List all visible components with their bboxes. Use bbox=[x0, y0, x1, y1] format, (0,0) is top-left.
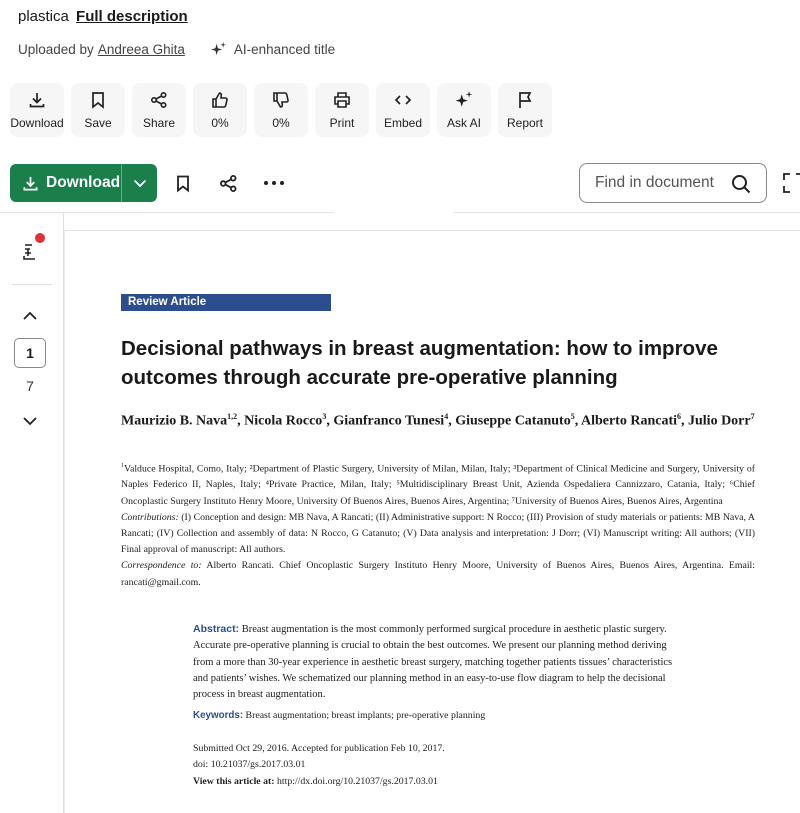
correspondence: Alberto Rancati. Chief Oncoplastic Surgery Instituto Henry Moore, University of Buenos Aires, Buenos Aires, Argentina. Email: rancati@gmail.com. bbox=[121, 560, 755, 588]
ask-ai-tool-label: Ask AI bbox=[446, 116, 481, 130]
author-affiliation-marker: 7 bbox=[750, 412, 755, 421]
abstract bbox=[193, 621, 685, 703]
author-name: Maurizio B. Nava bbox=[121, 413, 228, 429]
keywords-text: Breast augmentation; breast implants; pre-operative planning bbox=[245, 710, 486, 721]
author-name: Nicola Rocco bbox=[244, 413, 323, 429]
contributions-label: Contributions: bbox=[121, 511, 179, 523]
download-tool-label: Download bbox=[10, 116, 64, 130]
keywords-label: Keywords: bbox=[193, 710, 244, 721]
author-name: Julio Dorr bbox=[688, 413, 751, 429]
author-affiliation-marker: 3 bbox=[322, 412, 327, 421]
report-tool-label: Report bbox=[506, 116, 544, 130]
author-name: Giuseppe Catanuto bbox=[455, 413, 571, 429]
abstract-text: Breast augmentation is the most commonly performed surgical procedure in aesthetic plastic surgery. Accurate pre-operative planning is crucial to obtain the best outcomes. We present our planning method deriving from a more than 30-year experience in aesthetic breast surgery, matching together patients tissues’ characteristics and patients’ wishes. We schematized our planning method in an easy-to-use flow diagram to help the decisional process in breast augmentation. bbox=[193, 624, 673, 701]
like-percent: 0% bbox=[211, 116, 229, 130]
article-url[interactable]: http://dx.doi.org/10.21037/gs.2017.03.01 bbox=[276, 775, 438, 787]
save-tool-label: Save bbox=[84, 116, 112, 130]
article-metadata bbox=[193, 741, 445, 790]
embed-tool-label: Embed bbox=[383, 116, 423, 130]
share-tool-label: Share bbox=[142, 116, 176, 130]
doi: doi: 10.21037/gs.2017.03.01 bbox=[193, 759, 306, 771]
contributions: (I) Conception and design: MB Nava, A Rancati; (II) Administrative support: N Rocco; (III) Provision of study materials or patients: MB Nava, A Rancati; (IV) Collection and assembly of data: N Rocco, G Catanuto; (V) Data analysis and interpretation: J Dorr; (VI) Manuscript writing: All authors; (VII) Final approval of manuscript: All authors. bbox=[121, 511, 755, 556]
author-affiliation-marker: 4 bbox=[444, 412, 449, 421]
print-tool-label: Print bbox=[329, 116, 355, 130]
correspondence-label: Correspondence to: bbox=[121, 560, 202, 572]
affiliation-marker: 1 bbox=[121, 463, 124, 469]
find-placeholder: Find in document bbox=[595, 174, 714, 191]
dislike-percent: 0% bbox=[272, 116, 290, 130]
uploaded-by-label: Uploaded by bbox=[18, 42, 94, 57]
view-article-label: View this article at: bbox=[193, 775, 275, 787]
title-prefix: plastica bbox=[18, 8, 69, 25]
article-title: Decisional pathways in breast augmentation: how to improve outcomes through accurate pre-operative planning bbox=[121, 337, 718, 389]
author-name: Gianfranco Tunesi bbox=[333, 413, 445, 429]
uploader-link[interactable]: Andreea Ghita bbox=[97, 42, 185, 57]
download-button-label: Download bbox=[46, 174, 121, 191]
current-page-input[interactable]: 1 bbox=[14, 338, 46, 368]
ai-enhanced-label: AI-enhanced title bbox=[233, 42, 336, 57]
article-link-row bbox=[193, 774, 445, 790]
author-name: Alberto Rancati bbox=[580, 413, 677, 429]
article-front-matter bbox=[121, 458, 755, 591]
keywords bbox=[193, 710, 485, 721]
author-affiliation-marker: 5 bbox=[570, 412, 575, 421]
abstract-label: Abstract: bbox=[193, 623, 240, 635]
author-affiliation-marker: 1,2 bbox=[227, 412, 238, 421]
affiliations: Valduce Hospital, Como, Italy; ²Department of Plastic Surgery, University of Milan, Milan, Italy; ³Department of Clinical Medicine and Surgery, University of Naples Federico II, Naples, Italy; ⁴Private Practice, Milan, Italy; ⁵Multidisciplinary Breast Unit, Azienda Ospedaliera Cannizzaro, Catania, Italy; ⁶Chief Oncoplastic Surgery Instituto Henry Moore, University Of Buenos Aires, Buenos Aires, Argentina; ⁷University of Buenos Aires, Buenos Aires, Argentina bbox=[121, 463, 755, 507]
article-authors: Maurizio B. Nava$^{1,2}$, Nicola Rocco$^3$, Gianfranco Tunesi$^4$, Giuseppe Catanuto$^5$, Alberto Rancati$^6$, Julio Dorr$^7$ bbox=[121, 412, 755, 429]
total-pages: 7 bbox=[26, 378, 34, 394]
full-description-link[interactable]: Full description bbox=[76, 8, 188, 25]
submission-dates: Submitted Oct 29, 2016. Accepted for publication Feb 10, 2017. bbox=[193, 743, 445, 754]
article-type-badge: Review Article bbox=[121, 294, 331, 311]
author-affiliation-marker: 6 bbox=[677, 412, 681, 421]
